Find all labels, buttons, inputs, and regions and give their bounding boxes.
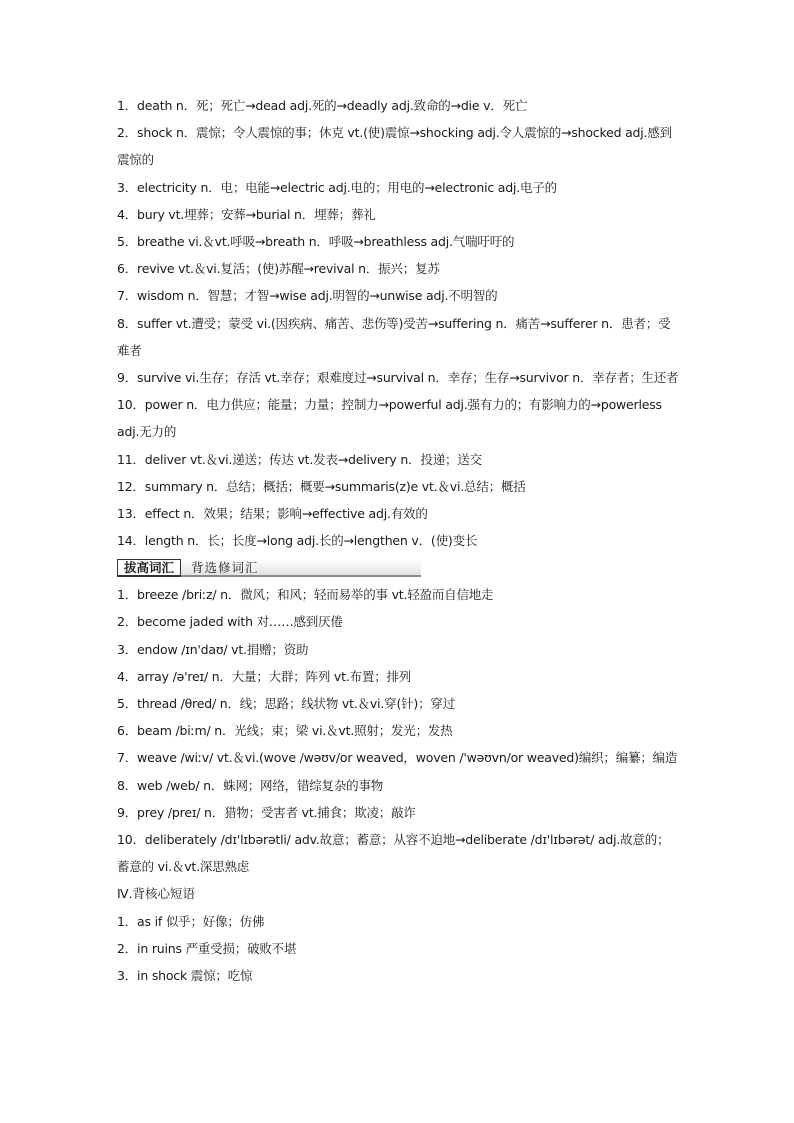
section-header (117, 559, 680, 577)
list-item: 9．prey /preɪ/ n．猎物；受害者 vt.捕食；欺凌；敲诈 (117, 804, 416, 820)
list-item: 10．deliberately /dɪ'lɪbərətli/ adv.故意；蓄意；从容不迫地→deliberate /dɪ'lɪbərət/ adj.故意的；蓄意的 vi.＆vt.深思熟虑 (117, 831, 670, 875)
list-item: 4．array /ə'reɪ/ n．大量；大群；阵列 vt.布置；排列 (117, 668, 412, 684)
list-item: 3．electricity n．电；电能→electric adj.电的；用电的→electronic adj.电子的 (117, 179, 557, 195)
list-item: 5．breathe vi.＆vt.呼吸→breath n．呼吸→breathless adj.气喘吁吁的 (117, 233, 515, 249)
list-item: 3．endow /ɪn'daʊ/ vt.捐赠；资助 (117, 641, 309, 657)
list-item: 10．power n．电力供应；能量；力量；控制力→powerful adj.强有力的；有影响力的→powerless adj.无力的 (117, 397, 662, 440)
list-item: 4．bury vt.埋葬；安葬→burial n．埋葬；葬礼 (117, 206, 376, 222)
section-tag: 拔高词汇 (117, 559, 181, 577)
content-column (117, 92, 680, 989)
list-item: 1．as if 似乎；好像；仿佛 (117, 913, 265, 929)
list-item: 11．deliver vt.＆vi.递送；传达 vt.发表→delivery n．投递；送交 (117, 451, 482, 467)
list-item: 3．in shock 震惊；吃惊 (117, 967, 253, 983)
list-item: 7．wisdom n．智慧；才智→wise adj.明智的→unwise adj.不明智的 (117, 288, 498, 304)
section-title: 背选修词汇 (181, 559, 421, 577)
list-item: 5．thread /θred/ n．线；思路；线状物 vt.＆vi.穿(针)；穿过 (117, 696, 455, 712)
phrases-list (117, 908, 680, 990)
phrases-heading: Ⅳ.背核心短语 (117, 886, 196, 902)
list-item: 13．effect n．效果；结果；影响→effective adj.有效的 (117, 505, 428, 521)
list-item: 8．web /web/ n．蛛网；网络，错综复杂的事物 (117, 777, 384, 793)
list-item: 6．revive vt.＆vi.复活；(使)苏醒→revival n．振兴；复苏 (117, 261, 440, 277)
list-item: 7．weave /wiːv/ vt.＆vi.(wove /wəʊv/or weaved，woven /'wəʊvn/or weaved)编织；编纂；编造 (117, 750, 678, 766)
list-item: 1．breeze /briːz/ n．微风；和风；轻而易举的事 vt.轻盈而自信地走 (117, 587, 494, 603)
list-item: 1．death n．死；死亡→dead adj.死的→deadly adj.致命的→die v．死亡 (117, 98, 528, 113)
list-item: 2．shock n．震惊；令人震惊的事；休克 vt.(使)震惊→shocking adj.令人震惊的→shocked adj.感到震惊的 (117, 125, 672, 168)
vocab-list (117, 92, 680, 554)
list-item: 12．summary n．总结；概括；概要→summaris(z)e vt.＆vi.总结；概括 (117, 478, 526, 494)
advanced-vocab-list (117, 581, 680, 880)
list-item: 14．length n．长；长度→long adj.长的→lengthen v．(使)变长 (117, 533, 478, 549)
list-item: 9．survive vi.生存；存活 vt.幸存；艰难度过→survival n．幸存；生存→survivor n．幸存者；生还者 (117, 369, 679, 385)
list-item: 2．become jaded with 对……感到厌倦 (117, 614, 343, 630)
list-item: 2．in ruins 严重受损；破败不堪 (117, 940, 297, 956)
list-item: 8．suffer vt.遭受；蒙受 vi.(因疾病、痛苦、悲伤等)受苦→suffering n．痛苦→sufferer n．患者；受难者 (117, 315, 671, 358)
list-item: 6．beam /biːm/ n．光线；束；梁 vi.＆vt.照射；发光；发热 (117, 723, 453, 739)
